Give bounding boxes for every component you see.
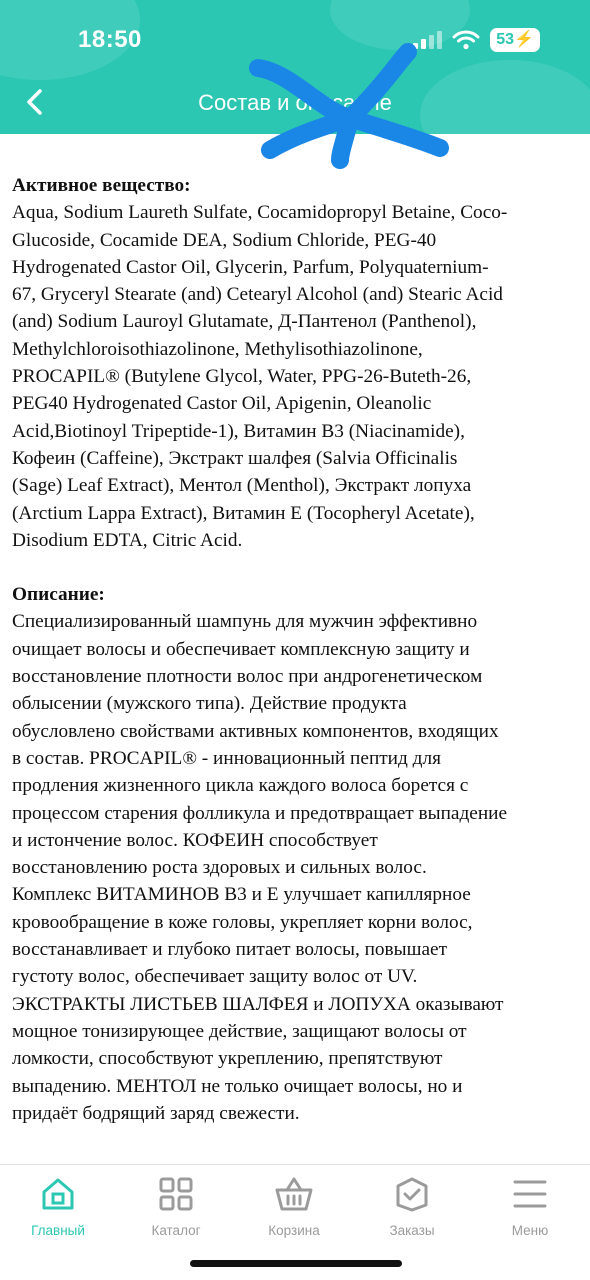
home-icon: [39, 1175, 77, 1213]
orders-icon: [393, 1175, 431, 1213]
active-ingredient-title: Активное вещество:: [12, 175, 191, 196]
description-title: Описание:: [12, 584, 105, 606]
active-ingredient-line: 67, Gryceryl Stearate (and) Cetearyl Alcohol (and) Stearic Acid: [12, 284, 503, 306]
tab-orders[interactable]: [362, 1175, 462, 1238]
battery-level: 53: [496, 31, 515, 48]
description-line: Специализированный шампунь для мужчин эффективно: [12, 611, 478, 633]
tab-catalog-label: Каталог: [151, 1223, 201, 1238]
active-ingredient-line: Glucoside, Cocamide DEA, Sodium Chloride, PEG-40: [12, 229, 437, 251]
active-ingredient-line: PEG40 Hydrogenated Castor Oil, Apigenin, Oleanolic: [12, 393, 432, 415]
tab-menu[interactable]: [480, 1175, 580, 1238]
tab-home[interactable]: [8, 1175, 108, 1238]
home-indicator: [190, 1260, 402, 1267]
active-ingredient-line: Disodium EDTA, Citric Acid.: [12, 529, 243, 551]
description-line: придаёт бодрящий заряд свежести.: [12, 1102, 300, 1124]
description-line: ЭКСТРАКТЫ ЛИСТЬЕВ ШАЛФЕЯ и ЛОПУХА оказывают: [12, 993, 504, 1015]
active-ingredient-line: (Arctium Lappa Extract), Витамин E (Tocopheryl Acetate),: [12, 502, 475, 524]
description-line: процессом старения фолликула и предотвращает выпадение: [12, 802, 508, 824]
menu-icon: [511, 1175, 549, 1213]
tab-basket[interactable]: [244, 1175, 344, 1238]
page-title: Состав и описание: [198, 90, 392, 115]
description-line: Комплекс ВИТАМИНОВ B3 и E улучшает капиллярное: [12, 884, 471, 906]
wifi-icon: [452, 30, 480, 50]
description-line: восстанавливает и глубоко питает волосы, повышает: [12, 939, 448, 961]
active-ingredient-text: [12, 199, 582, 554]
active-ingredient-line: PROCAPIL® (Butylene Glycol, Water, PPG-26-Buteth-26,: [12, 366, 472, 388]
description-line: мощное тонизирующее действие, защищают волосы от: [12, 1020, 467, 1042]
description-line: восстановление плотности волос при андрогенетическом: [12, 666, 483, 688]
active-ingredient-line: Aqua, Sodium Laureth Sulfate, Cocamidopropyl Betaine, Coco-: [12, 202, 508, 224]
tab-home-label: Главный: [31, 1223, 85, 1238]
description-line: очищает волосы и обеспечивает комплексную защиту и: [12, 638, 470, 660]
tab-menu-label: Меню: [511, 1223, 549, 1238]
description-line: облысении (мужского типа). Действие продукта: [12, 693, 407, 715]
section-gap: [12, 554, 582, 581]
basket-icon: [275, 1175, 313, 1213]
description-line: восстановлению роста здоровых и сильных волос.: [12, 857, 427, 879]
description-line: продления жизненного цикла каждого волоса борется с: [12, 775, 469, 797]
status-icons: [412, 26, 540, 54]
tab-basket-label: Корзина: [268, 1223, 320, 1238]
description-line: выпадению. МЕНТОЛ не только очищает волосы, но и: [12, 1075, 463, 1097]
description-line: ломкости, способствуют укреплению, препятствуют: [12, 1048, 443, 1070]
description-text: [12, 608, 582, 1127]
active-ingredient-line: (Sage) Leaf Extract), Ментол (Menthol), Экстракт лопуха: [12, 475, 472, 497]
cellular-signal-icon: [412, 30, 442, 50]
active-ingredient-line: Hydrogenated Castor Oil, Glycerin, Parfum, Polyquaternium-: [12, 256, 489, 278]
active-ingredient-line: Кофеин (Caffeine), Экстракт шалфея (Salvia Officinalis: [12, 447, 458, 469]
app-header: [0, 0, 590, 134]
status-time: 18:50: [78, 26, 142, 53]
tab-orders-label: Заказы: [389, 1223, 435, 1238]
tab-catalog[interactable]: [126, 1175, 226, 1238]
active-ingredient-line: (and) Sodium Lauroyl Glutamate, Д-Пантенол (Panthenol),: [12, 311, 477, 333]
catalog-grid-icon: [157, 1175, 195, 1213]
active-ingredient-line: Methylchloroisothiazolinone, Methylisothiazolinone,: [12, 338, 423, 360]
composition-content: [12, 172, 582, 1127]
active-ingredient-line: Acid,Biotinoyl Tripeptide-1), Витамин B3 (Niacinamide),: [12, 420, 465, 442]
description-line: обусловлено свойствами активных компонентов, входящих: [12, 720, 499, 742]
description-line: густоту волос, обеспечивает защиту волос от UV.: [12, 966, 418, 988]
description-line: кровообращение в коже головы, укрепляет корни волос,: [12, 911, 473, 933]
description-line: в состав. PROCAPIL® - инновационный пептид для: [12, 747, 441, 769]
description-line: и истончение волос. КОФЕИН способствует: [12, 829, 378, 851]
battery-indicator: 53⚡: [490, 28, 540, 52]
